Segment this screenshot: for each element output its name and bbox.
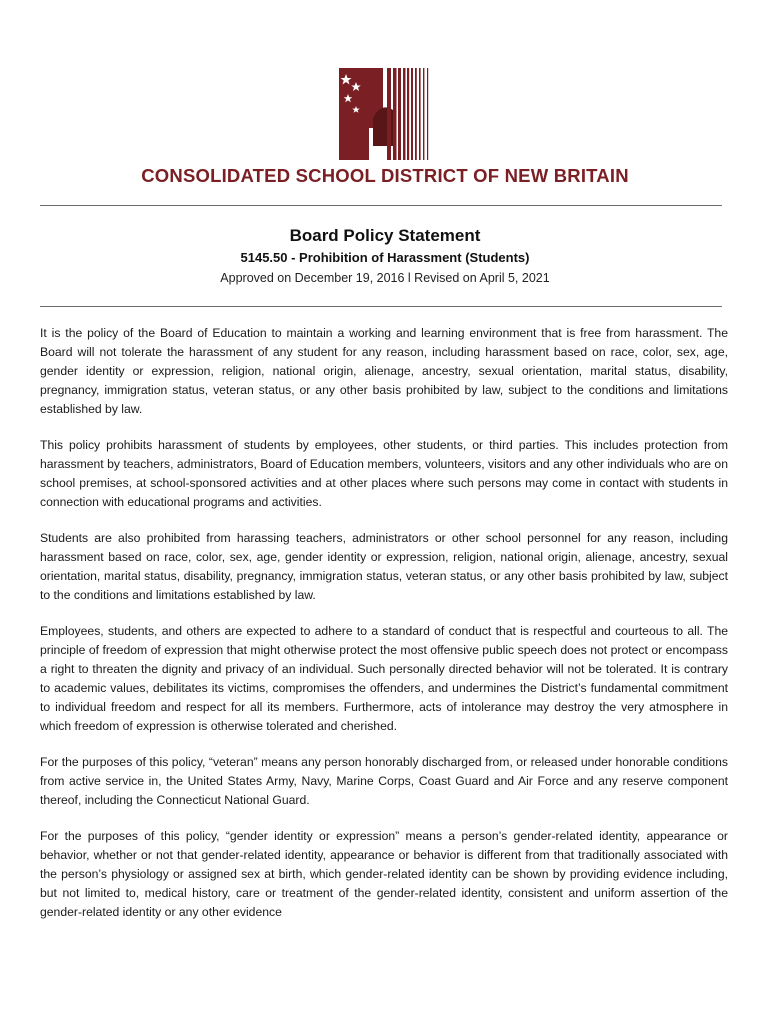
policy-paragraph: This policy prohibits harassment of students by employees, other students, or third parties. This includes protection from harassment by teachers, administrators, Board of Education members, volunteers, visitors and any other individuals who are on school premises, at school-sponsored activities and at other places where such persons may come in contact with students in connection with educational programs and activities. — [40, 438, 728, 509]
district-logo-icon — [335, 60, 435, 160]
document-title: Board Policy Statement — [289, 226, 481, 245]
approval-dates: Approved on December 19, 2016 l Revised on April 5, 2021 — [220, 271, 550, 285]
policy-subtitle: 5145.50 - Prohibition of Harassment (Students) — [240, 250, 530, 265]
header-divider — [40, 205, 722, 206]
policy-paragraph: It is the policy of the Board of Education to maintain a working and learning environment that is free from harassment. The Board will not tolerate the harassment of any student for any reason, including harassment based on race, color, sex, age, gender identity or expression, religion, national origin, alienage, ancestry, sexual orientation, marital status, disability, pregnancy, immigration status, veteran status, or any other basis prohibited by law, subject to the conditions and limitations established by law. — [40, 326, 728, 416]
district-name: CONSOLIDATED SCHOOL DISTRICT OF NEW BRITAIN — [141, 165, 629, 186]
policy-body — [40, 324, 728, 939]
policy-paragraph: For the purposes of this policy, “gender identity or expression” means a person’s gender-related identity, appearance or behavior, whether or not that gender-related identity, appearance or behavior is different from that traditionally associated with the person’s physiology or assigned sex at birth, which gender-related identity can be shown by providing evidence including, but not limited to, medical history, care or treatment of the gender-related identity, consistent and uniform assertion of the gender-related identity or any other evidence — [40, 829, 728, 919]
policy-paragraph: Employees, students, and others are expected to adhere to a standard of conduct that is respectful and courteous to all. The principle of freedom of expression that might otherwise protect the most offensive public speech does not protect or encompass a right to threaten the dignity and privacy of an individual. Such personally directed behavior will not be tolerated. It is contrary to academic values, debilitates its victims, compromises the offenders, and undermines the District’s fundamental commitment to individual freedom and respect for all its members. Furthermore, acts of intolerance may destroy the very atmosphere in which freedom of expression is otherwise tolerated and cherished. — [40, 624, 728, 733]
policy-paragraph: For the purposes of this policy, “veteran” means any person honorably discharged from, or released under honorable conditions from active service in, the United States Army, Navy, Marine Corps, Coast Guard and Air Force and any reserve component thereof, including the Connecticut National Guard. — [40, 755, 728, 807]
district-logo — [0, 60, 770, 160]
title-divider — [40, 306, 722, 307]
policy-paragraph: Students are also prohibited from harassing teachers, administrators or other school personnel for any reason, including harassment based on race, color, sex, age, gender identity or expression, religion, national origin, alienage, ancestry, sexual orientation, marital status, disability, pregnancy, immigration status, veteran status, or any other basis prohibited by law, subject to the conditions and limitations established by law. — [40, 531, 728, 602]
